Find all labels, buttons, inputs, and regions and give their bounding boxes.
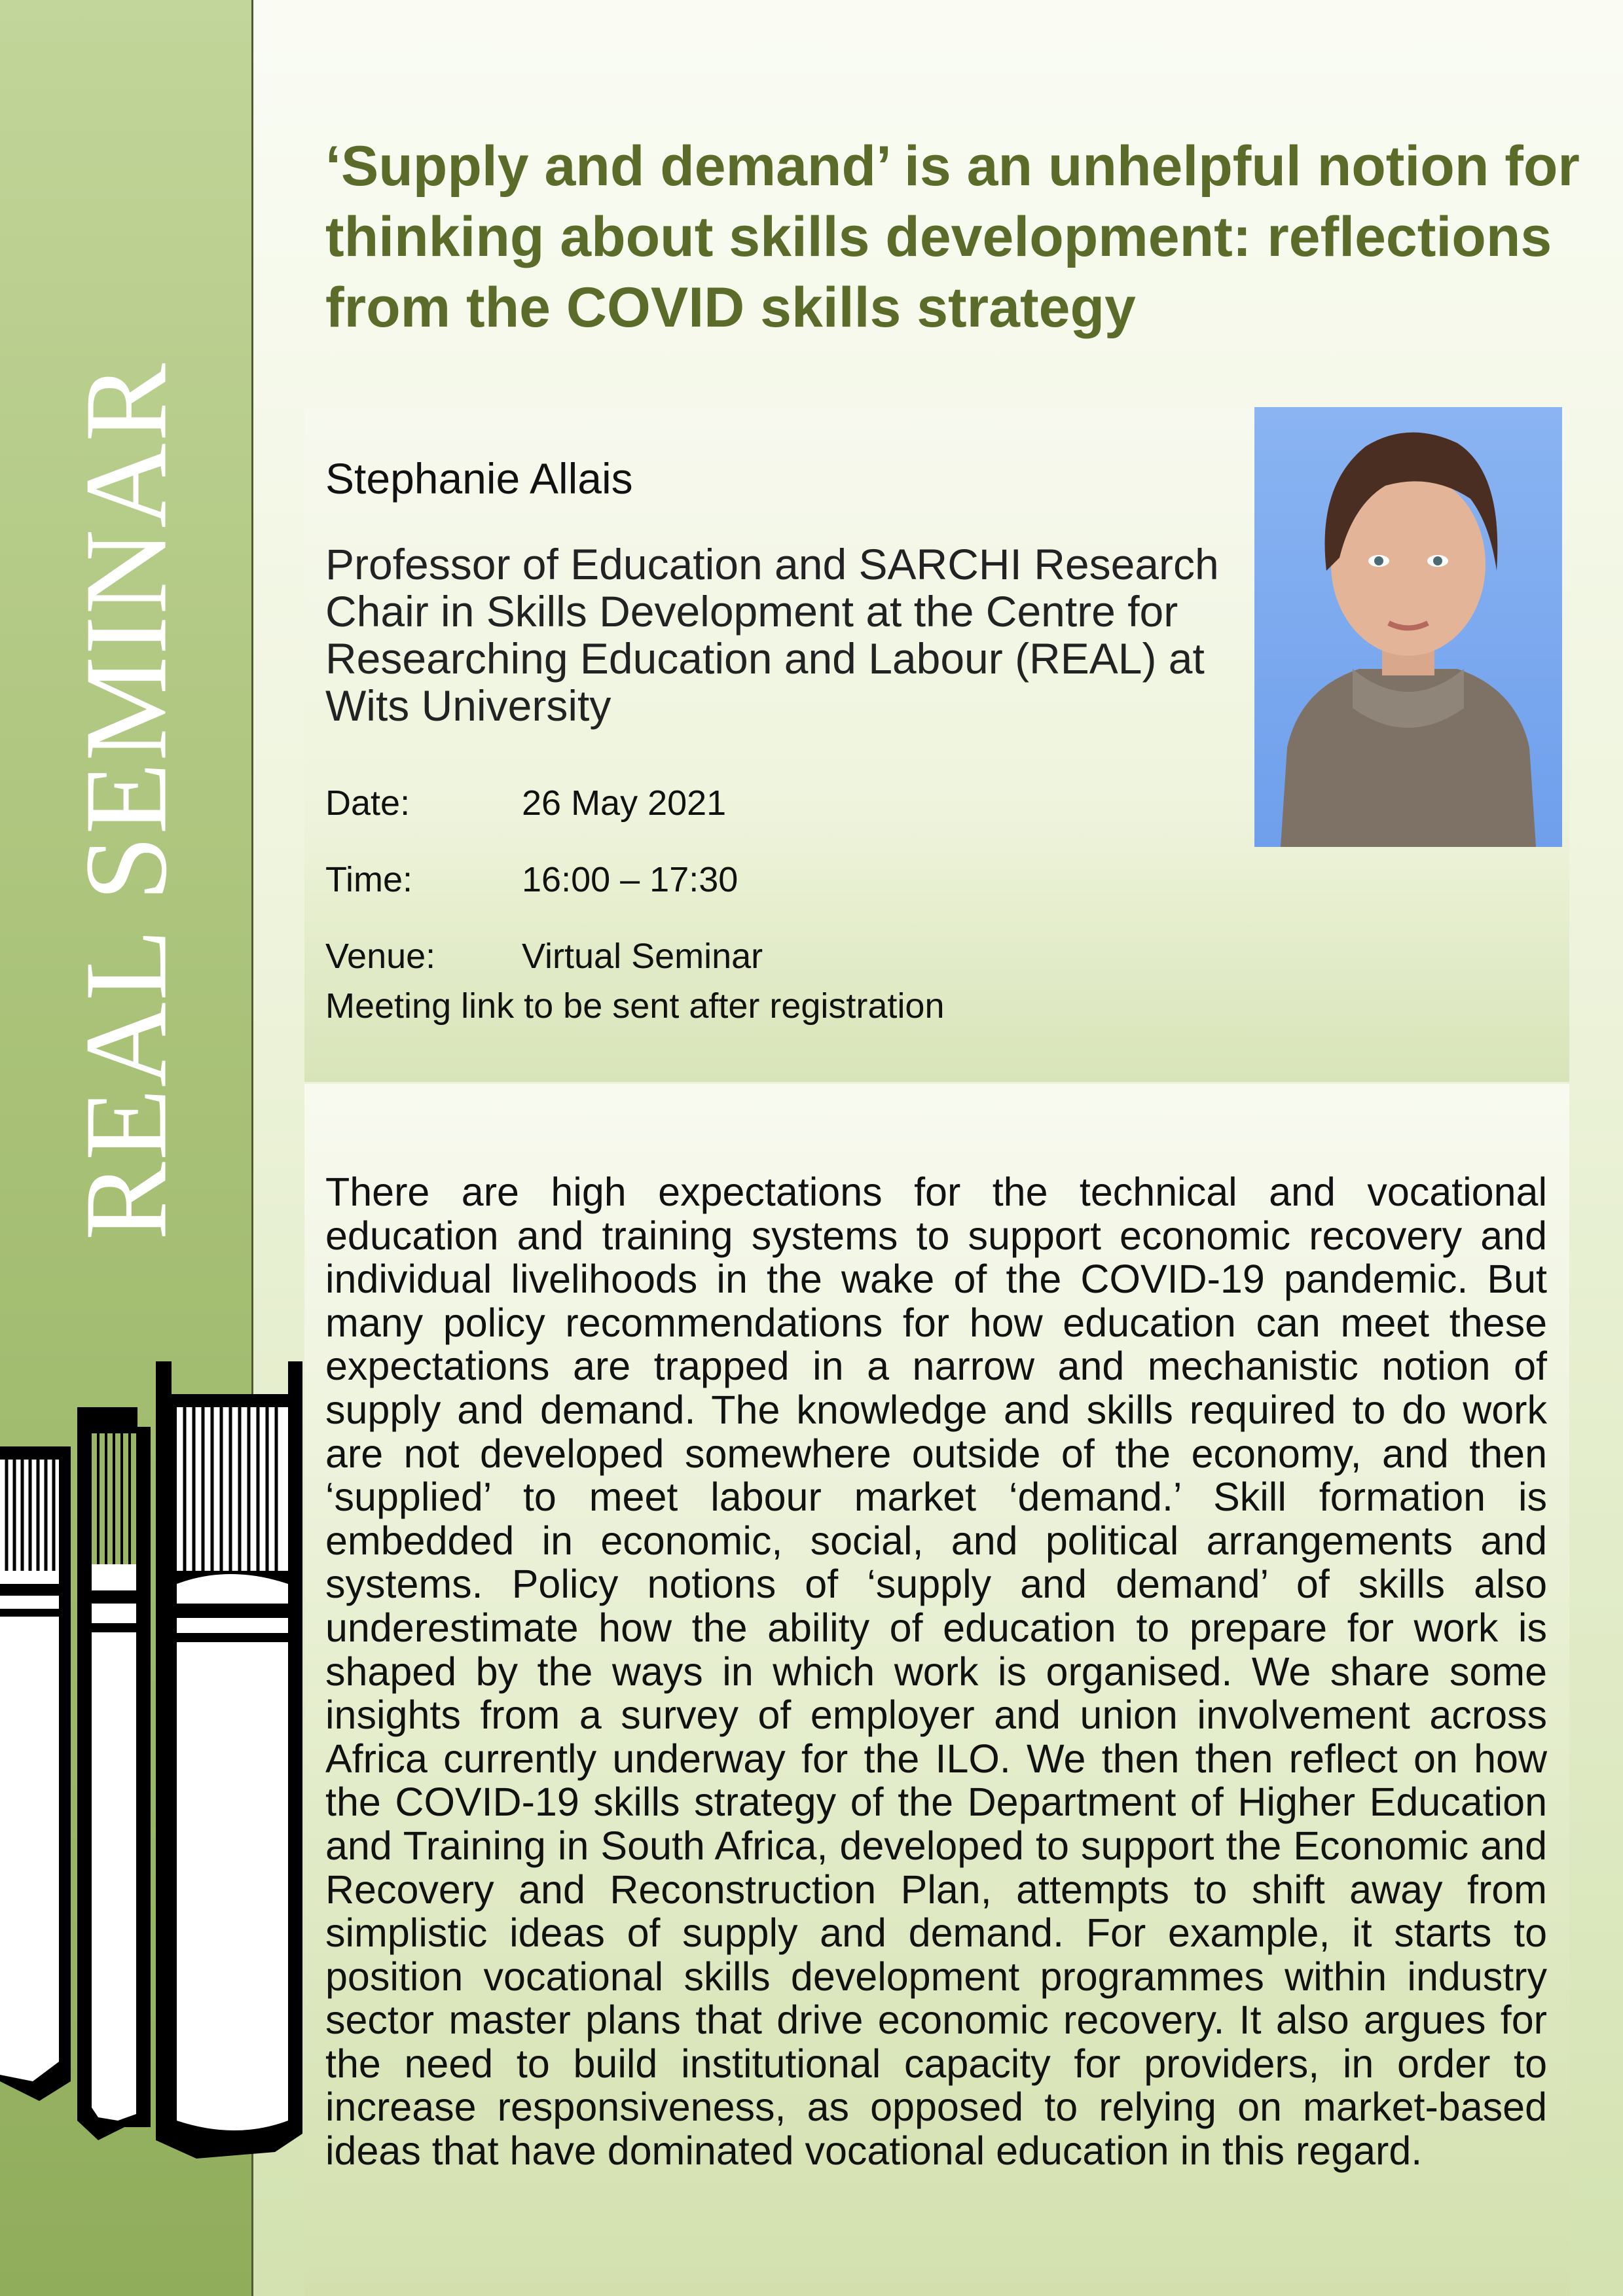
meeting-note: Meeting link to be sent after registration (325, 986, 945, 1026)
venue-value: Virtual Seminar (522, 937, 763, 976)
venue-label: Venue: (325, 937, 436, 976)
venue-row (325, 936, 763, 977)
book-middle (77, 1407, 151, 2140)
speaker-photo (1254, 407, 1562, 847)
time-label: Time: (325, 860, 412, 899)
speaker-name: Stephanie Allais (325, 454, 633, 503)
book-left (0, 1446, 71, 2101)
portrait-illustration (1254, 407, 1562, 847)
speaker-role: Professor of Education and SARCHI Research Chair in Skills Development at the Centre for Researching Education and Labour (REAL) at Wits University (325, 540, 1219, 730)
date-value: 26 May 2021 (522, 783, 727, 823)
abstract-text: There are high expectations for the technical and vocational education and training systems to support economic recovery and individual livelihoods in the wake of the COVID-19 pandemic. But many policy recommendations for how education can meet these expectations are trapped in a narrow and mechanistic notion of supply and demand. The knowledge and skills required to do work are not developed somewhere outside of the economy, and then ‘supplied’ to meet labour market ‘demand.’ Skill formation is embedded in economic, social, and political arrangements and systems. Policy notions of ‘supply and demand’ of skills also underestimate how the ability of education to prepare for work is shaped by the ways in which work is organised. We share some insights from a survey of employer and union involvement across Africa currently underway for the ILO. We then then reflect on how the COVID-19 skills strategy of the Department of Higher Education and Training in South Africa, developed to support the Economic and Recovery and Reconstruction Plan, attempts to shift away from simplistic ideas of supply and demand. For example, it starts to position vocational skills development programmes within industry sector master plans that drive economic recovery. It also argues for the need to build institutional capacity for providers, in order to increase responsiveness, as opposed to relying on market-based ideas that have dominated vocational education in this regard. (325, 1170, 1547, 2174)
book-front (156, 1361, 302, 2159)
time-value: 16:00 – 17:30 (522, 860, 739, 899)
date-row (325, 783, 726, 823)
books-illustration (0, 1355, 308, 2160)
seminar-title: ‘Supply and demand’ is an unhelpful notion for thinking about skills development: reflections from the COVID skills strategy (325, 135, 1580, 339)
date-label: Date: (325, 783, 410, 823)
series-label: REAL SEMINAR (60, 361, 191, 1241)
time-row (325, 859, 738, 900)
